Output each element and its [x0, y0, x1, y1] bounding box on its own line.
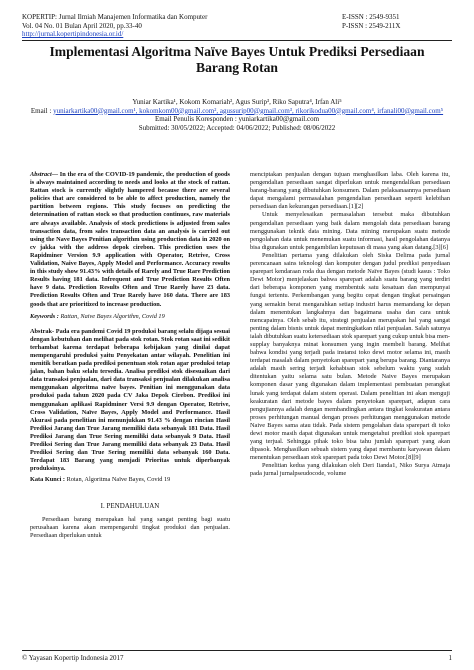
journal-url-link[interactable]: http://jurnal.kopertipindonesia.or.id/: [22, 30, 124, 39]
corresponding-email: Email Penulis Koresponden : yuniarkartika00@gmail.com: [154, 115, 320, 124]
eissn: E-ISSN : 2549-9351: [342, 13, 400, 21]
header-divider: [22, 40, 452, 41]
page-number: 1: [448, 654, 452, 662]
author-names: Yuniar Kartika¹, Kokom Komariah², Agus Surip³, Riko Saputra⁴, Irfan Ali⁵: [132, 98, 342, 106]
left-column: [30, 171, 230, 540]
body-paragraph: Untuk menyelesaikan permasalahan tersebut maka dibutuhkan pengendalian persediaan yang baik dalam mengolah data persediaan barang menggunakan teknik data mining. Data mining merupakan suatu metode pengolahan data untuk menemukan suatu informasi, hasil pengolahan datanya bisa digunakan untuk pengambilan keputusan di masa yang akan datang.[3][6]: [250, 211, 450, 251]
keywords-english: [30, 313, 230, 321]
email-links[interactable]: yuniarkartika00@gmail.com¹, kokomkom00@gmail.com², agussurip00@gmail.com³, rikorikodua00@gmail.com⁴, irfanali00@gmail.com⁵: [53, 106, 444, 115]
section-heading-introduction: I. PENDAHULUAN: [100, 502, 160, 511]
abstract-english: [30, 171, 230, 309]
journal-header: [22, 13, 262, 39]
body-paragraph: Penelitian kedua yang dilakukan oleh Deri Iianda1, Niko Surya Atmaja pada jurnal jurnalpseudocode, volume: [250, 462, 450, 478]
pissn: P-ISSN : 2549-211X: [342, 21, 401, 30]
author-emails: [24, 107, 450, 116]
abstract-english-text: In the era of the COVID-19 pandemic, the production of goods is always maintained according to needs and looks at the stock of rattan. Rattan stock is currently slightly hampered because there are several policies that are considered to be able to affect production, namely the partition between regions. This study focuses on predicting the determination of rattan stock so that production continues, raw materials are always available. Analysis of stock predictions is adjusted from sales transaction data, from sales transaction data an analysis is carried out using the Nave Bayes Penitian algorithm using production data in 2020 on cv jakka with the address depok cirebon. This prediction uses the Rapidminer Version 9.9 application with Operator, Retrive, Cross Validation, Naive Bayes, Apply Model and Performance. Accuracy results in this study show 91.43% with details of Rarely and True Rare Prediction Results having 181 data. Infrequent and True Prediction Results Often have 9 data. Prediction Results Often and True Rarely have 23 data. Prediction Results Often and True Rarely have 160 data. There are 183 goods that are prioritized to increase production.: [30, 171, 230, 308]
intro-paragraph: Persediaan barang merupakan hal yang sangat penting bagi suatu perusahaan karena akan mempengaruhi tingkat produksi dan penjualan. Persediaan diperlukan untuk: [30, 515, 230, 539]
abstract-lead: Abstract—: [30, 171, 58, 178]
journal-volume: Vol. 04 No. 01 Bulan April 2020, pp.33-40: [22, 21, 142, 30]
footer-divider: [22, 650, 452, 651]
body-paragraph: menciptakan penjualan dengan tujuan menghasilkan laba. Oleh karena itu, pengendalian persediaan sangat diperlukan untuk mengendalikan persediaan barang-barang yang dibutuhkan konsumen. Dalam pelaksanaannya persediaan dapat mengalami permasalahan pengendalian persediaan seperti kelebihan persediaan dan kekurangan persediaan.[1][2]: [250, 171, 450, 211]
journal-name: KOPERTIP: Jurnal Ilmiah Manajemen Informatika dan Komputer: [22, 13, 208, 21]
right-column: [250, 171, 450, 479]
keywords-indonesian-text: Rotan, Algoritma Naïve Bayes, Covid 19: [66, 476, 171, 484]
keywords-label: Keywords :: [30, 312, 61, 320]
body-paragraph: Penelitian pertama yang dilakukan oleh Siska Delima pada jurnal perencanaan sains teknologi dan komputer dengan judul prediksi penyediaan sparepart kendaraan roda dua dengan metode Naïve Bayes (studi kasus : Toko Dewi Motor) menjelaskan bahwa sparepart adalah suatu barang yang terdiri dari beberapa komponen yang membentuk satu kesatuan dan mempunyai fungsi tertentu. Perkembangan yang begitu cepat dengan tingkat persaingan yang semakin berat mengarahkan setiap industri harus memandang ke depan dalam menentukan langkahnya dan bagaimana usaha dan cara untuk mencapainya. Oleh sebab itu, strategi penjualan merupakan hal yang sangat penting dalam bisnis untuk dapat meningkatkan nilai penjualan. Salah satunya ialah dibutuhkan suatu ketersediaan stok sparepart yang cukup untuk bisa men- supplay banyaknya minat konsumen yang ingin membeli barang. Melihat bahwa kondisi yang terjadi pada instansi toko dewi motor selama ini, masih terdapat masalah dalam penyetokan sparepart yang berupa barang. Diantaranya adalah masih sering terjadi kehabisan stok sebelum waktu yang sudah ditentukan yaitu selama satu bulan. Metode Naive Bayes merupakan komponen dasar yang digunakan dalam implementasi pembuatan perangkat lunak yang terdapat dalam sistem operasi. Dalam penelitian ini akan menguji keakuratan dari metode bayes dalam penyetokan sparepart, adapun cara pengujiannya adalah dengan membandingkan antara tingkat keakuratan antara proses perhitungan manual dengan proses perhitungan menggunakan metode Naive Bayes sama atau tidak. Pada sistem pengolahan data sparepart di toko dewi motor masih dapat digunakan untuk mengetahui prediksi stok sparepart yang terjual. Sehingga pihak toko bisa tahu jumlah sparepart yang akan dipasok. Menghasilkan sebuah sistem yang dapat membantu karyawan dalam menentukan persediaan stok sparepart pada toko Dewi Motor.[8][9]: [250, 251, 450, 462]
keywords-indonesian: [30, 476, 230, 484]
paper-title: Implementasi Algoritma Naïve Bayes Untuk Prediksi Persediaan Barang Rotan: [49, 44, 425, 75]
abstract-indonesian: Abstrak- Pada era pandemi Covid 19 produksi barang selalu dijaga sesuai dengan kebutuhan dan melihat pada stok rotan. Stok rotan saat ini sedikit terhambat karena terdapat beberapa kebijakan yang dinilai dapat mempengaruhi produksi yaitu Penyekatan antar wilayah. Penelitian ini menitik beratkan pada prediksi penentuan stok rotan agar produksi tetap jalan, bahan baku selalu tersedia. Analisa prediksi stok disesuaikan dari data transaksi penjualan, dari data transaksi penjualan dilakukan analisa menggunakan algoritma naïve bayes. Penitian ini menggunakan data produksi pada tahun 2020 pada CV Jaka Depok Cirebon. Prediksi ini menggunakan aplikasi Rapidminer Versi 9.9 dengan Operator, Retrive, Cross Validation, Naïve Bayes, Apply Model and Performance. Hasil Akurasi pada penelitian ini menunjukkan 91.43 % dengan rincian Hasil Prediksi Jarang dan True Jarang memiliki data sebanyak 181 Data. Hasil Prediksi Jarang dan True Sering memiliki data sebanyak 9 Data. Hasil Prediksi Sering dan True Jarang memiliki data sebanyak 23 Data. Hasil Prediksi Sering dan True Sering memiliki data sebanyak 160 Data. Terdapat 183 Barang yang menjadi Prioritas untuk diperbanyak produksinya.: [30, 327, 230, 473]
author-block: [24, 98, 450, 132]
kata-kunci-label: Kata Kunci :: [30, 476, 67, 484]
issn-block: [342, 13, 452, 30]
footer-copyright: © Yayasan Kopertip Indonesia 2017: [22, 654, 124, 662]
email-label: Email :: [30, 106, 54, 115]
submission-dates: Submitted: 30/05/2022; Accepted: 04/06/2022; Published: 08/06/2022: [138, 123, 336, 132]
keywords-english-text: Rattan, Naive Bayes Algorithm, Covid 19: [60, 312, 165, 320]
